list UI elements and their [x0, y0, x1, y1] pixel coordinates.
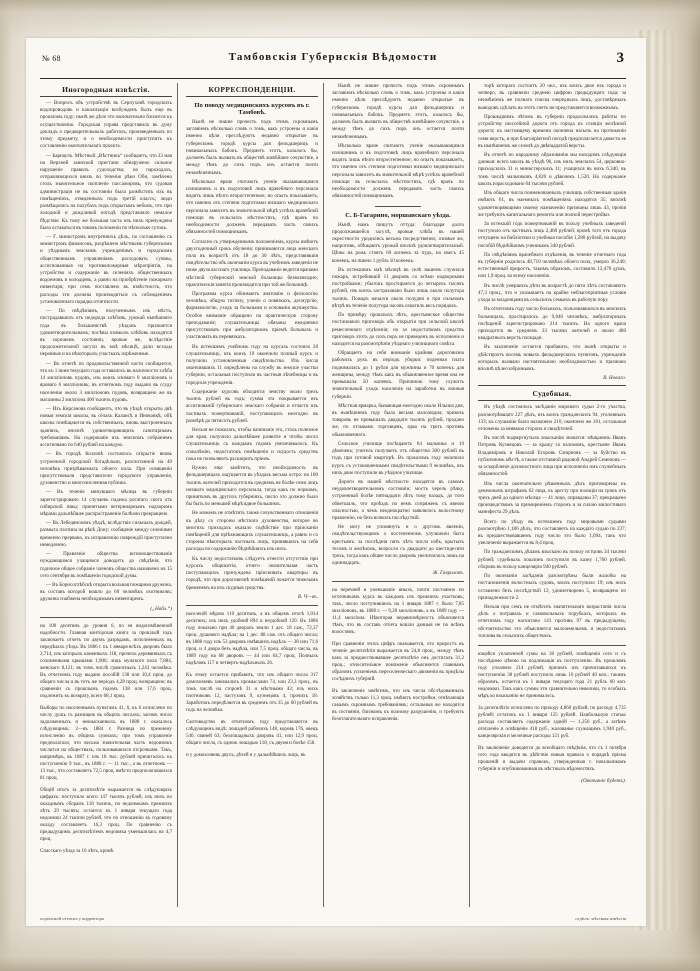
paragraph: По примѣру прошлыхъ лѣтъ, крестьянское общество постановило приговоръ объ открытіи при сельской школѣ ремесленнаго отдѣленія; но за недостаткомъ средствъ приговоръ этотъ до сихъ поръ не приведенъ въ исполненіе и находится на разсмотрѣніи уѣзднаго училищнаго совѣта.: [332, 312, 464, 347]
paragraph: Прошедшимъ лѣтомъ въ губерніи продолжались работы по устройству шоссейной дороги отъ города къ станціи желѣзной дороги; къ настоящему времени окончена насыпь на протяженіи семи верстъ, и при благопріятной погодѣ предполагается довести ее въ нынѣшнемъ же сезонѣ до двѣнадцатой версты.: [478, 113, 626, 149]
paragraph: Изъ числа окончательно рѣшенныхъ дѣлъ приговорены къ денежнымъ штрафамъ 62 лица, къ аресту при полиціи на срокъ отъ трехъ дней до одного мѣсяца — 41 лицо, оправданы 37; прекращено производствомъ за примиреніемъ сторонъ и за силою милостиваго манифеста 29 дѣлъ.: [478, 480, 626, 516]
paragraph: — Въ Борисоглѣбскѣ открыта вольная пожарная дружина, въ составъ которой вошло до 60 человѣкъ охотниковъ; дружина снабжена необходимымъ инвентаремъ.: [40, 582, 172, 603]
masthead: [40, 50, 626, 79]
short-rule: [375, 206, 421, 207]
paragraph: Въ заключеніе остается прибавить, что нынѣ открыты и дѣйствуютъ восемь новыхъ фельдшерскихъ пунктовъ, учрежденіе которыхъ вызвано настоятельною необходимостью и признано вполнѣ цѣлесообразнымъ.: [478, 344, 626, 373]
paragraph: — По свѣдѣніямъ, полученнымъ изъ мѣстъ, пострадавшихъ отъ недорода хлѣбовъ, урожай нынѣшняго года въ большинствѣ уѣздовъ признается удовлетворительнымъ; посѣвы озимыхъ хлѣбовъ находятся въ хорошемъ состояніи, яровые же, вслѣдствіе продолжительной засухи въ маѣ мѣсяцѣ, дали всходы неровные и на нѣкоторыхъ участкахъ изрѣженные.: [40, 308, 172, 358]
paragraph: По окончаніи засѣданія разсмотрѣны были жалобы на постановленія волостныхъ судовъ, коихъ поступило 19; изъ нихъ оставлено безъ послѣдствій 12, удовлетворено 5, возвращено по принадлежности 2.: [478, 573, 626, 601]
issue-number: № 68: [42, 54, 61, 63]
section-heading-sudebnyya: Судебныя.: [478, 385, 626, 401]
continuation-note: (Окончаніе будетъ).: [581, 778, 626, 785]
paragraph: — Въ теченіе минувшаго мѣсяца въ губерніи зарегистрировано 14 случаевъ падежа рогатаго скота отъ сибирской язвы; принятыми ветеринарнымъ надзоромъ мѣрами дальнѣйшее распространеніе болѣзни прекращено.: [40, 489, 172, 518]
paper-edge-bottom: [0, 925, 700, 971]
column-3-lead: [332, 83, 464, 201]
paragraph: Сельское училище посѣщаютъ 64 мальчика и 19 дѣвочекъ; учитель получаетъ отъ общества 300 рублей въ годъ при готовой квартирѣ. Въ прошломъ году окончило курсъ съ установленными свидѣтельствами 9 человѣкъ, изъ нихъ двое поступили въ уѣздное училище.: [332, 440, 464, 476]
paragraph: торѣ котораго состоитъ 20 чел., изъ коихъ двое изъ города и четверо, въ сравненіи среднею цифрою предыдущаго года; за неимѣніемъ же полнаго списка очередныхъ лицъ, достовѣрныхъ выводовъ сдѣлать на этотъ счетъ не представляется возможнымъ.: [478, 83, 626, 111]
column-3-statistics: [332, 587, 464, 723]
article-signature: В. Ч—въ.: [297, 593, 318, 600]
column-container: [40, 83, 626, 921]
paper-edge-left: [0, 0, 30, 971]
paragraph: Въ отчетномъ году число больныхъ, пользовавшихся въ земскихъ больницахъ, простиралось до 9,840 человѣкъ; амбулаторныхъ посѣщеній зарегистрировано 214 тысячъ. На одного врача приходится въ среднемъ 23 тысячи жителей и около 480 квадратныхъ верстъ площади.: [478, 306, 626, 342]
article-signature: В. Новаго.: [603, 375, 626, 382]
newspaper-sheet: [26, 38, 646, 926]
paragraph: Нѣсколько враче считаютъ ученіе оказывающимся излишнимъ и въ подготовкѣ лицъ врачебнаго персонала видятъ лишь нѣчто второстепенное; но опытъ показываетъ, что именно отъ степени подготовки низшаго медицинскаго персонала зависитъ въ значительной мѣрѣ успѣхъ врачебной помощи въ сельскихъ мѣстностяхъ, гдѣ врачъ по необходимости долженъ передавать часть своихъ обязанностей помощникамъ.: [186, 178, 318, 236]
paper-edge-top: [0, 0, 700, 40]
footer-note-left: подписной оттискъ у корректора: [40, 916, 104, 921]
paragraph: — Правленіе общества вспомоществованія нуждающимся учащимся доводитъ до свѣдѣнія, что годичное общее собраніе членовъ общества назначено на 15 сего сентября въ помѣщеніи городской думы.: [40, 551, 172, 579]
article-subheading-gagarino: С. Б-Гагарино, моршанскаго уѣзда.: [345, 211, 451, 219]
paragraph: Изъ общаго числа поименованныхъ училищъ собственныя зданія имѣютъ 61, въ наемныхъ помѣщеніяхъ находятся 35; вполнѣ удовлетворяющими своему назначенію признаны лишь 43, прочія же требуютъ капитальнаго ремонта или полной перестройки.: [478, 190, 626, 218]
article-signature: Ж. Гавриловъ.: [432, 569, 464, 576]
paragraph: — Барнаулъ. Мѣстный „Вѣстникъ“ сообщаетъ, что 23 мая на Верхней заимской пристани обнаружено сильное нарушеніе правилъ судоходства; на пароходахъ, отправляющихся внизъ по теченію рѣки Оби, замѣчено столь значительное скопленіе пассажировъ, что судовая администрація не въ состояніи была размѣстить ихъ въ помѣщеніяхъ, отведенныхъ подъ третій классъ; люди размѣщались на палубахъ подъ открытымъ небомъ, что при холодной и дождливой погодѣ представляло немалое бѣдствіе. Къ тому же большая часть изъ нихъ принуждена была оставаться въ такомъ положеніи по нѣсколько сутокъ.: [40, 152, 172, 231]
column-1: [40, 83, 178, 907]
paragraph: Въ заключеніе замѣтимъ, что изъ числа обслѣдованныхъ хозяйствъ только 11,3 проц. имѣютъ постройки, отвѣчающія самымъ скромнымъ требованіямъ; остальныя же находятся въ состояніи, близкомъ къ полному разрушенію, и требуютъ безотлагательнаго исправленія.: [332, 688, 464, 722]
paragraph: — Въ отчетѣ по продовольственной части сообщается, что къ 1 іюня текущаго года оставалось въ наличности хлѣба 14 милліоновъ пудовъ, изъ коихъ озимаго 8 милліоновъ и яроваго 6 милліоновъ; въ отчетномъ году выдано въ ссуду населенію около 3 милліоновъ пудовъ, возвращено же въ магазины 2 милліона 400 тысячъ пудовъ.: [40, 360, 172, 403]
paragraph: Согласно съ утвержденнымъ положеніемъ, курсы имѣютъ двухгодичный срокъ обученія; принимаются лица женскаго пола въ возрастѣ отъ 18 до 30 лѣтъ, представившія свидѣтельство объ окончаніи курса въ учебномъ заведеніи не ниже двухкласснаго училища. Преподаваніе ведется врачами мѣстной губернской земской больницы безвозмездно; практическія занятія производятся при той же больницѣ.: [186, 238, 318, 288]
footer-note-right: отдѣлъ: мѣстныя извѣстія: [575, 916, 626, 921]
paragraph: — Вопросъ объ устройствѣ въ Серпуховѣ городскихъ водопроводовъ и канализаціи возбужденъ былъ еще въ прошломъ году; нынѣ же дѣло это окончательно близится къ осуществленію. Городская управа представила въ думу докладъ о предварительныхъ работахъ, произведенныхъ по этому предмету, и о необходимости приступить къ составленію окончательнаго проекта.: [40, 100, 172, 150]
column-2-body: [186, 119, 318, 592]
column-1-body: [40, 100, 172, 604]
column-4-body: [478, 83, 626, 373]
paragraph: Программа курса обнимаетъ анатомію и физіологію человѣка, общую гигіену, ученіе о повязкахъ, десмургію, фармакологію, уходъ за больными и основанія акушерства. Особое вниманіе обращено на практическую сторону преподаванія; слушательницы обязаны ежедневно присутствовать при амбулаторномъ пріемѣ больныхъ и участвовать въ перевязкахъ.: [186, 291, 318, 341]
paragraph: Нынѣ не лишне прочесть подъ этимъ скромнымъ заглавіемъ нѣсколько словъ о томъ, какъ устроены и какія именно цѣли преслѣдуютъ недавно открытые въ губернскомъ городѣ курсы для фельдшерицъ и повивальныхъ бабокъ. Предметъ этотъ, казалось бы, долженъ былъ вызвать въ обществѣ живѣйшее сочувствіе, а между тѣмъ до сихъ поръ онъ остается почти незамѣченнымъ.: [186, 119, 318, 176]
paragraph: — Въ Лебедянскомъ уѣздѣ, вслѣдствіе сильныхъ дождей, размыта плотина на рѣкѣ Дону; сообщеніе между селеніями временно прервано, къ исправленію повреждій приступлено немедленно.: [40, 520, 172, 548]
paragraph: Выборы по населеннымъ пунктамъ 41, 6, къ 6 исчислено по числу душъ съ разницею въ общихъ числахъ; засимъ число задолженныхъ и невзысканныхъ въ 1888 г. оказалось слѣдующимъ: 2—въ 1884 г. Разница по прежнему исчисленію въ общихъ суммахъ; при томъ управленіе предполагало, что весьма значительная часть недоимокъ числится на обществахъ, пользовавшихся отсрочками. Такъ, напримѣръ, въ 1887 г. изъ 18 тыс. рублей причиталось къ поступленію 9 тыс., въ 1888 г. — 11 тыс., а въ отчетномъ — 13 тыс., что составляетъ 72,5 проц. вмѣсто предполагавшихся 81 проц.: [40, 705, 172, 781]
column-4-court-body: [478, 404, 626, 640]
column-divider-rule: [186, 605, 318, 606]
column-2: [186, 83, 324, 907]
paragraph: Къ числу недостатковъ слѣдуетъ отнести отсутствіе при курсахъ общежитія, отчего значительная часть поступающихъ принуждена пріискивать квартиры въ городѣ, что при дороговизнѣ помѣщеній ложится тяжелымъ бременемъ на ихъ скудныя средства.: [186, 555, 318, 591]
paragraph: Нельзя при семъ не отмѣтить значительнаго возрастанія числа дѣлъ о потравахъ и самовольныхъ порубкахъ, которыхъ въ отчетномъ году насчитано 143 противъ 97 въ предыдущемъ; обстоятельство это объясняется малоземельемъ и недостаткомъ топлива въ сельскихъ обществахъ.: [478, 604, 626, 639]
column-divider-rule: [332, 581, 464, 582]
section-heading-correspondence: КОРРЕСПОНДЕНЦІИ.: [186, 85, 318, 97]
paragraph: За десятилѣтіе исчислено по приходу 4,860 рублей, по расходу 4,735 рублей; остатокъ къ 1 января 125 рублей. Наибольшую статью расхода составляетъ содержаніе зданій — 1,256 руб., а затѣмъ отопленіе и освѣщеніе 418 руб., жалованье служащимъ 1,940 руб., канцелярскія и мелочные расходы 121 руб.: [478, 706, 626, 740]
paragraph: ющейся уплаченной сумы на 38 рублей, помѣщенія сего и съ послѣднею цѣною на подлежащія къ поступленію. Въ прошломъ году уплачено 214 рублей, причемъ изъ причитавшихся къ поступленію 38 рублей поступило лишь 16 рублей 40 коп.; такимъ образомъ, остается къ 1 января текущаго года 21 рубль 60 коп. недоимки. Такъ какъ суммы эти сравнительно невелики, то особыхъ мѣръ ко взысканію не принималось.: [478, 652, 626, 700]
paragraph: — Изъ Кирсанова сообщаютъ, что въ уѣздѣ открыты двѣ новыя земскія школы, въ сёлахъ Калаисѣ и Иноковкѣ; обѣ школы помѣщаются въ собственныхъ, вновь выстроенныхъ зданіяхъ, вполнѣ удовлетворяющихъ санитарнымъ требованіямъ. На содержаніе ихъ земскимъ собраніемъ ассигновано по 640 рублей на каждую.: [40, 405, 172, 449]
paragraph: Всего по уѣзду въ истекшемъ году мировыми судьями разсмотрѣно 1,186 дѣлъ, что составляетъ на каждаго судью по 237; въ предшествовавшемъ году число это было 1,094, такъ что увеличеніе выражается въ 8,4 проц.: [478, 518, 626, 547]
column-3-body: [332, 222, 464, 568]
section-heading-iznogorodnyya: Иногородныя извѣстія.: [40, 85, 172, 97]
paragraph: Общій итогъ за десятилѣтіе выражается въ слѣдующихъ цифрахъ: поступило всего 147 тысячъ рублей, изъ нихъ по окладнымъ сборамъ 118 тысячъ, по недоимкамъ прежнихъ лѣтъ 29 тысячъ; остается къ 1 января текущаго года недоимки 24 тысячи рублей, что по отношенію къ годовому окладу составляетъ 16,3 проц. По сравненію съ предыдущимъ десятилѣтіемъ недоимка уменьшилась на 4,7 проц.: [40, 787, 172, 842]
paragraph: на 100 десятинъ до уровня 6, по ея видоизмѣненной надобности. Главная конторская книга за прошлый годъ заключаетъ отчетъ по двумъ разрядамъ, исполненныхъ въ передѣлахъ уѣзда. Въ 1886 г. къ 1 января всѣхъ дворовъ было 2,714, изъ которыхъ каменныхъ 118, прочихъ деревянныхъ съ соломенными крышами 1,906; лицъ мужского пола 7,884, женскаго 8,121; въ томъ числѣ грамотныхъ 1,243 человѣка. Въ отчетномъ году выдано пособій 138 или 10,4 проц. до общаго числа и въ тотъ же періодъ 4,28 проц. возвращено; въ сравненіи съ прошлымъ годомъ 138 или 17,6 проц. подлежитъ къ возврату, всего 68,1 проц.: [40, 623, 172, 699]
paragraph: Въ истекшемъ учебномъ году на курсахъ состояло 28 слушательницъ, изъ коихъ 19 окончили полный курсъ и получили установленныя свидѣтельства. Изъ числа окончившихъ 11 опредѣлены на службу въ земскіе участки губерніи, остальныя поступили въ частныя лѣчебницы и въ городскія учрежденія.: [186, 343, 318, 386]
page-number: 3: [616, 50, 624, 66]
column-divider-rule: [478, 645, 626, 646]
newspaper-title: Тамбовскія Губернскія Вѣдомости: [228, 51, 438, 63]
paragraph: — Въ городѣ Козловѣ состоялось открытіе вновь устроенной городской богадѣльни, разсчитанной на 40 человѣкъ призрѣваемыхъ обоего пола. При освященіи присутствовали представители городского управленія, духовенство и многочисленная публика.: [40, 451, 172, 487]
column-1-statistics: [40, 623, 172, 855]
paragraph: Нынѣ намъ пишутъ оттуда: благодаря долго продолжавшейся засухѣ, яровые хлѣба въ нашей окрестности уродились весьма посредственно; озимые же, напротивъ, обѣщаютъ урожай вполнѣ удовлетворительный. Цѣны на рожь стоятъ 60 копеекъ за пудъ, на овесъ 45 копеекъ, на пшено 1 рубль 10 копеекъ.: [332, 221, 464, 264]
paragraph: Въ заключеніе доводится до всеобщаго свѣдѣнія, что съ 1 октября сего года вводятся въ дѣйствіе новыя правила о порядкѣ пріема прошеній и выдачи справокъ, утвержденныя г. начальникомъ губерніи и опубликованныя въ мѣстныхъ вѣдомостяхъ.: [478, 746, 626, 773]
paragraph: Въ числѣ умершихъ дѣти въ возрастѣ до пяти лѣтъ составляютъ 47,3 проц., что и указываетъ на крайне неблагопріятныя условія ухода за младенцами въ сельскихъ семьяхъ въ рабочую пору.: [478, 282, 626, 304]
paragraph: За истекшій годъ пожертвованій въ пользу учебныхъ заведеній поступило отъ частныхъ лицъ 2,460 рублей; кромѣ того отъ города отпущено на библіотеки и учебныя пособія 1,280 рублей, на выдачу пособій бѣднѣйшимъ ученикамъ 340 рублей.: [478, 220, 626, 249]
paragraph: на перечней и уменьшеніе иныхъ, почти постоянно по источникамъ курса въ каждомъ изъ прежнихъ участковъ; такъ, число поступившихъ на 1 января 1887 г. было 7,85 милліоновъ, въ 1888 г. — 9,28 милліоновъ, а въ 1889 году — 11,4 милліона. Нѣкоторая неравномѣрность объясняется тѣмъ, что въ составъ отчета вошли данныя не по всѣмъ волостямъ.: [332, 587, 464, 635]
paragraph: Въ отчетѣ по народному образованію мы находимъ слѣдующія данныя: всего школъ въ уѣздѣ 96, изъ нихъ земскихъ 54, церковно-приходскихъ 31 и министерскихъ 11; учащихся въ нихъ 6,340, въ томъ числѣ мальчиковъ 4,820 и дѣвочекъ 1,520. На содержаніе школъ израсходовано 64 тысячи рублей.: [478, 151, 626, 187]
article-signature: („Набл.“): [150, 605, 172, 612]
column-3: [332, 83, 470, 907]
paragraph: Въ числѣ подвергнутыхъ взысканію значатся: мѣщанинъ Иванъ Петровъ Кузнецовъ — за кражу со взломомъ, крестьяне Иванъ Владиміровъ и Николай Егоровъ Смирновъ — за буйство въ публичномъ мѣстѣ, а также отставной рядовой Андрей Семеновъ — за оскорбленіе должностного лица при исполненіи имъ служебныхъ обязанностей.: [478, 435, 626, 478]
paragraph: и у домохозяевъ двухъ, дѣтей и у дальнѣйшихъ лицъ, въ: [186, 752, 306, 758]
column-2-statistics: [186, 611, 318, 759]
paragraph: Обращаетъ на себя вниманіе крайняя дороговизна рабочихъ рукъ въ періодъ уборки: поденная плата поднималась до 1 рубля для мужчины и 70 копеекъ для женщины, между тѣмъ какъ въ обыкновенное время она не превышала 50 копеекъ. Причиною тому служитъ значительный уходъ населенія на заработки въ южныя губерніи.: [332, 350, 464, 400]
paragraph: По свѣдѣніямъ врачебнаго отдѣленія, въ теченіе отчетнаго года въ губерніи родилось 48,710 человѣкъ обоего пола, умерло 36,240; естественный приростъ, такимъ образомъ, составилъ 12,470 душъ, или 1,9 проц. ко всему населенію.: [478, 251, 626, 280]
paragraph: Не могу не упомянуть и о другомъ явленіи, свидѣтельствующемъ о постепенномъ улучшеніи быта крестьянъ: за послѣднія пять лѣтъ число избъ, крытыхъ тесомъ и желѣзомъ, возросло съ двадцати до шестидесяти трехъ, тогда какъ общее число дворовъ увеличилось лишь на одиннадцать.: [332, 524, 464, 567]
paragraph: Въ истекшемъ маѣ мѣсяцѣ въ селѣ нашемъ случился пожаръ, истребившій 11 дворовъ со всѣми надворными постройками; убытокъ простирается до четырехъ тысячъ рублей, изъ коихъ застраховано было лишь около полутора тысячъ. Пожаръ начался около полудня и при сильномъ вѣтрѣ въ теченіе полутора часовъ охватилъ весь порядокъ.: [332, 266, 464, 309]
column-4: [478, 83, 626, 907]
paragraph: Скотоводство въ отчетномъ году представляется въ слѣдующемъ видѣ: лошадей рабочихъ 148, коровъ 176, овецъ 540, свиней 63; безлошадныхъ дворовъ 41, или 12,9 проц. общаго числа, съ одною лошадью 118, съ двумя и болѣе 158.: [186, 719, 318, 746]
paragraph: При сравненіи этихъ цифръ оказывается, что приростъ въ теченіе десятилѣтія выражается въ 24,8 проц., между тѣмъ какъ за предшествовавшее десятилѣтіе онъ достигалъ 31,2 проц.; относительное пониженіе объясняется главнымъ образомъ усиленіемъ переселенческаго движенія въ предѣлы сосѣднихъ губерній.: [332, 641, 464, 682]
paragraph: Дороги въ нашей мѣстности находятся въ самомъ неудовлетворительномъ состояніи; мостъ черезъ рѣчку, устроенный болѣе пятнадцати лѣтъ тому назадъ, до того обветшалъ, что проѣздъ по немъ сопряженъ съ явною опасностью, о чемъ неоднократно заявлялось волостному правленію, но безъ всякихъ послѣдствій.: [332, 478, 464, 522]
paragraph: Къ этому остается прибавить, что изъ общаго числа 317 домохозяевъ занимались промыслами 74, или 23,3 проц., въ томъ числѣ на сторонѣ 31 и мѣстными 43; изъ нихъ плотниковъ 12, пастуховъ 9, кузнецовъ 4, прочихъ 18. Заработокъ опредѣляется въ среднемъ отъ 35 до 60 рублей въ годъ на человѣка.: [186, 672, 318, 713]
paragraph: Нельзя не пожелать, чтобы начинаніе это, столь полезное для края, получило дальнѣйшее развитіе и чтобы число слушательницъ съ каждымъ годомъ увеличивалось. Къ сожалѣнію, недостатокъ помѣщенія и скудость средствъ пока не позволяютъ расширить пріемъ.: [186, 426, 318, 462]
paragraph: Въ уѣздѣ состоялось засѣданіе мирового судьи 2-го участка, разсмотрѣвшаго 227 дѣлъ, изъ коихъ гражданскихъ 94, уголовныхъ 133; къ слушанію было назначено 210, окончено же 181, остальныя отложены за неявкою сторонъ и свидѣтелей.: [478, 404, 626, 432]
paragraph: Содержаніе курсовъ обходится земству около трехъ тысячъ рублей въ годъ; сумма эта покрывается изъ ассигнованій губернскаго земскаго собранія и отчасти изъ частныхъ пожертвованій, поступающихъ ежегодно въ размѣрѣ до пятисотъ рублей.: [186, 388, 318, 424]
paper-edge-right: [654, 0, 700, 971]
column-4-statistics: [478, 651, 626, 773]
paragraph: населеній мѣрою 110 десятинъ, а въ общемъ итогѣ 1,014 десятинъ; изъ нихъ удобной 894 и неудобной 120. Въ 1886 году показано при 40 дворахъ земли 1 дес. 18 саж., 72,37 проц. душевого надѣла; на 1 дес. 88 саж. отъ общаго числа; въ 1888 году изъ 53 дворовъ имѣвшихъ надѣлъ — 38 или 71,6 проц. и 4 двора безъ надѣла, или 7,5 проц. общаго числа, въ 1889 году на 68 дворовъ — 44 или 64,7 проц. Полныхъ надѣловъ 117 и четверть-надѣльныхъ 26.: [186, 611, 318, 666]
paragraph: Мѣстная ярмарка, бывающая ежегодно около Ильина дня, въ нынѣшнемъ году была весьма малолюдна; привозъ товаровъ не превышалъ двадцати тысячъ рублей, продано же, по отзывамъ торговцевъ, едва на треть противъ обыкновеннаго.: [332, 402, 464, 438]
article-subheading-medical-courses: По поводу медицинскихъ курсовъ въ г. Тамбовѣ.: [194, 102, 310, 116]
paragraph: Нынѣ не лишне прочесть подъ этимъ скромнымъ заглавіемъ нѣсколько словъ о томъ, какъ устроены и какія именно цѣли преслѣдуютъ недавно открытые въ губернскомъ городѣ курсы для фельдшерицъ и повивальныхъ бабокъ. Предметъ этотъ, казалось бы, долженъ былъ вызвать въ обществѣ живѣйшее сочувствіе, а между тѣмъ до сихъ поръ онъ остается почти незамѣченнымъ.: [332, 83, 464, 140]
paragraph: Нѣсколько враче считаютъ ученіе оказывающимся излишнимъ и въ подготовкѣ лицъ врачебнаго персонала видятъ лишь нѣчто второстепенное; но опытъ показываетъ, что именно отъ степени подготовки низшаго медицинскаго персонала зависитъ въ значительной мѣрѣ успѣхъ врачебной помощи въ сельскихъ мѣстностяхъ, гдѣ врачъ по необходимости долженъ передавать часть своихъ обязанностей помощникамъ.: [332, 142, 464, 200]
paragraph: Нужно еще замѣтить, что необходимость въ фельдшерицахъ ощущается въ уѣздахъ весьма остро: на 100 тысячъ жителей приходится въ среднемъ не болѣе семи лицъ низшаго медицинскаго персонала, тогда какъ по нормамъ, принятымъ въ другихъ губерніяхъ, число это должно было бы быть по меньшей мѣрѣ вдвое большимъ.: [186, 465, 318, 508]
paragraph: По гражданскимъ дѣламъ взыскано въ пользу истцовъ 34 тысячи рублей; судебныхъ пошлинъ поступило въ казну 1,760 рублей, сборовъ въ пользу канцеляріи 940 рублей.: [478, 549, 626, 570]
paragraph: Спасскаго уѣзда за 10 лѣтъ, кромѣ: [40, 848, 114, 854]
column-divider-rule: [40, 617, 172, 618]
paragraph: — Г. министромъ внутреннихъ дѣлъ, по соглашенію съ министромъ финансовъ, разрѣшено мѣстнымъ губернскимъ и уѣзднымъ земскимъ учрежденіямъ и городскимъ общественнымъ управленіямъ расходовать суммы, ассигнованныя на противопожарныя мѣропріятія, на устройство и содержаніе въ селеніяхъ общественныхъ водоемовъ и колодцевъ, а равно на пріобрѣтеніе пожарнаго инвентаря; при семъ поставлено въ извѣстность, что расходы эти должны производиться съ соблюденіемъ установленнаго порядка отчетности.: [40, 233, 172, 305]
paragraph: Не можемъ не отмѣтить также сочувственнаго отношенія къ дѣлу со стороны мѣстнаго духовенства, которое во многихъ приходахъ оказало содѣйствіе при пріисканіи помѣщеній для пріѣзжающихъ слушательницъ, а равно и со стороны нѣкоторыхъ частныхъ лицъ, принявшихъ на себя расходы по содержанію бѣднѣйшихъ изъ нихъ.: [186, 510, 318, 553]
